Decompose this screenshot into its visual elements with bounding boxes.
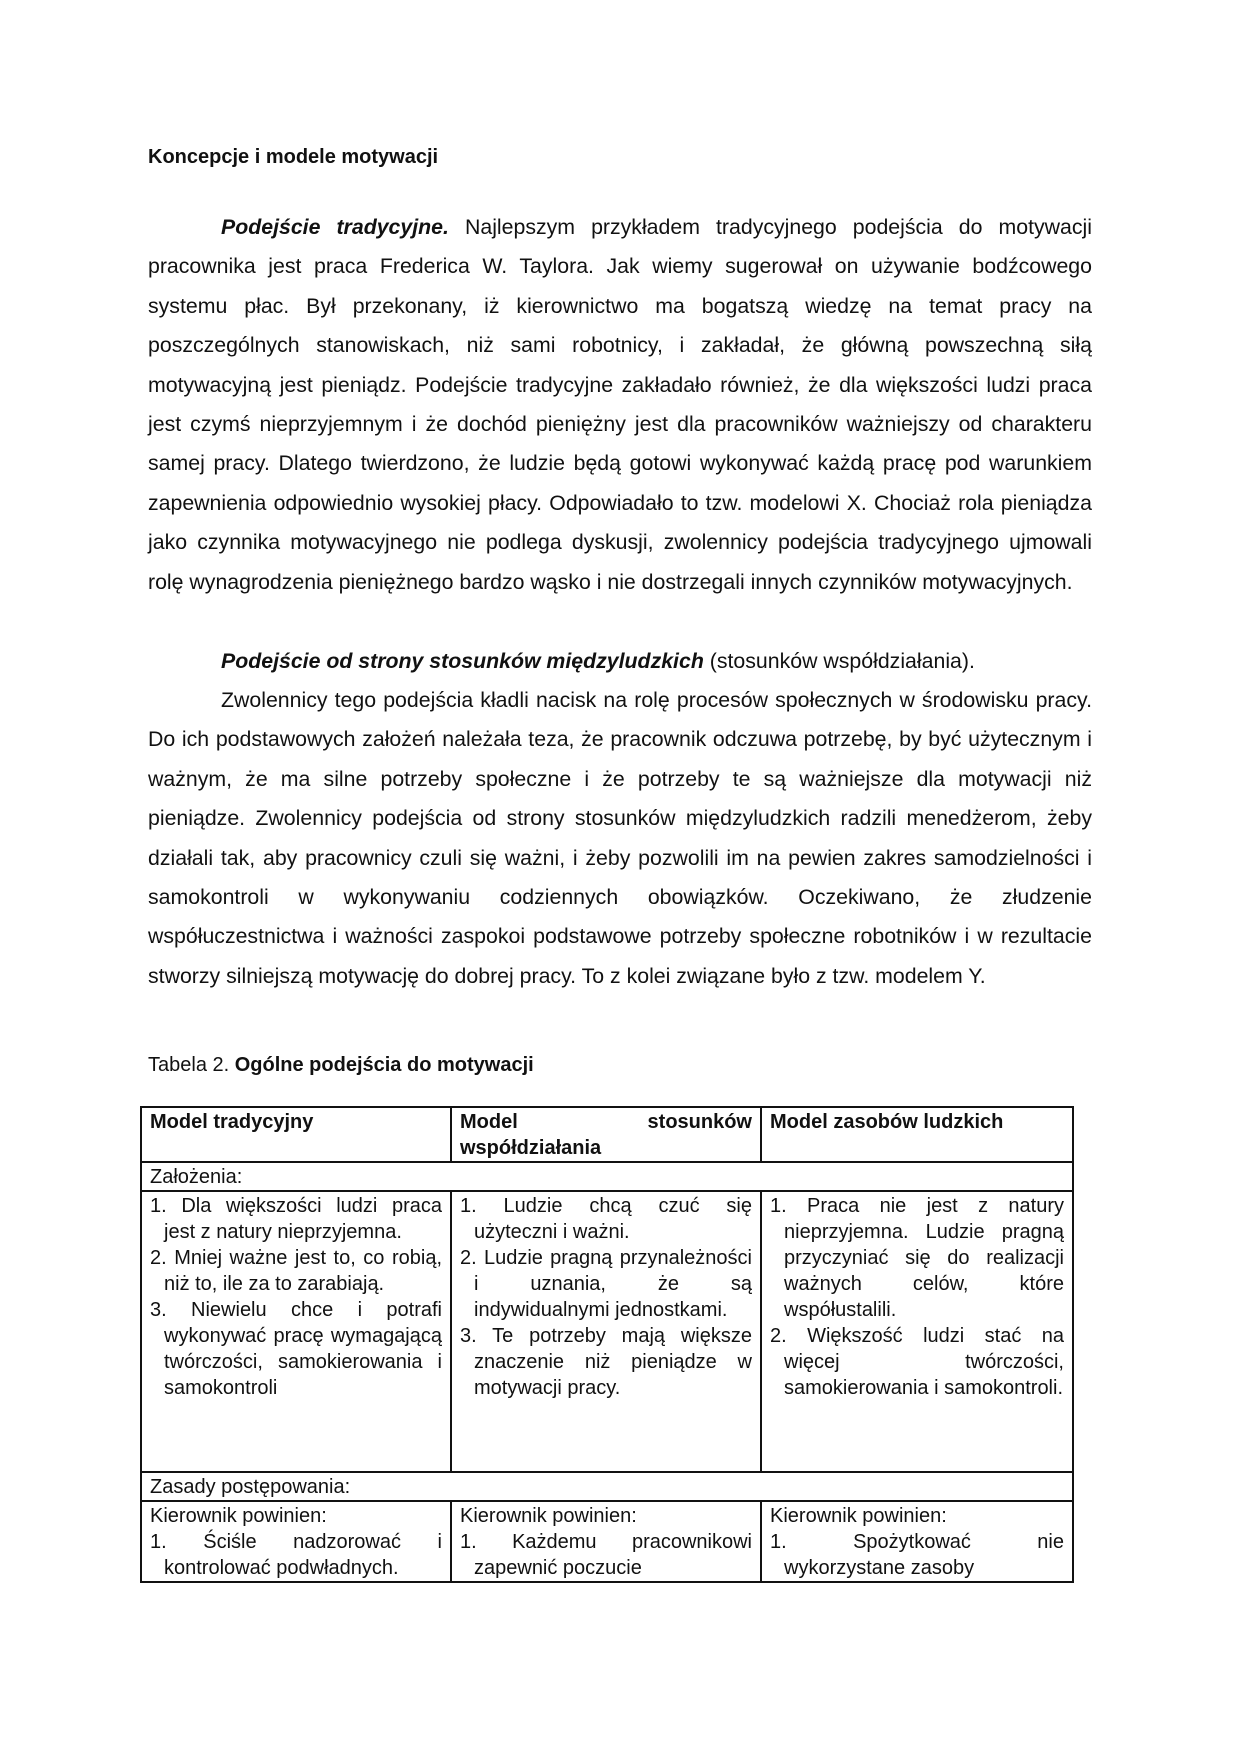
rules-label: Zasady postępowania: [141, 1472, 1073, 1501]
list-item: 2. Ludzie pragną przynależności i uznania, że są indywidualnymi jednostkami. [460, 1247, 752, 1321]
rules-human-resources [761, 1501, 1073, 1582]
rules-traditional [141, 1501, 451, 1582]
assumptions-cooperation [451, 1191, 761, 1472]
paragraph-human-relations-heading [148, 642, 1092, 681]
table-caption-title: Ogólne podejścia do motywacji [234, 1054, 534, 1076]
list-item: 1. Dla większości ludzi praca jest z natury nieprzyjemna. [150, 1195, 442, 1243]
header-human-resources-model: Model zasobów ludzkich [761, 1107, 1073, 1162]
list-item: 1. Każdemu pracownikowi zapewnić poczucie [460, 1531, 752, 1579]
list-item: 3. Te potrzeby mają większe znaczenie niż pieniądze w motywacji pracy. [460, 1325, 752, 1399]
list-item: 2. Mniej ważne jest to, co robią, niż to, ile za to zarabiają. [150, 1247, 442, 1295]
rules-label-row [141, 1472, 1073, 1501]
rules-cooperation [451, 1501, 761, 1582]
motivation-approaches-table [140, 1106, 1074, 1583]
list-item: 2. Większość ludzi stać na więcej twórczości, samokierowania i samokontroli. [770, 1325, 1064, 1399]
list-item: 1. Spożytkować nie wykorzystane zasoby [770, 1531, 1064, 1579]
assumptions-human-resources [761, 1191, 1073, 1472]
header-traditional-model: Model tradycyjny [141, 1107, 451, 1162]
assumptions-label-row [141, 1162, 1073, 1191]
assumptions-traditional [141, 1191, 451, 1472]
list-item: 3. Niewielu chce i potrafi wykonywać pracę wymagającą twórczości, samokierowania i samokontroli [150, 1299, 442, 1399]
table-caption-prefix: Tabela 2. [148, 1054, 235, 1076]
list-item: 1. Praca nie jest z natury nieprzyjemna. Ludzie pragną przyczyniać się do realizacji ważnych celów, które współustalili. [770, 1195, 1064, 1321]
list-item: 1. Ściśle nadzorować i kontrolować podwładnych. [150, 1531, 442, 1579]
rules-human-resources-head: Kierownik powinien: [770, 1505, 947, 1527]
assumptions-row [141, 1191, 1073, 1472]
table-header-row [141, 1107, 1073, 1162]
paragraph-traditional-approach [148, 208, 1092, 602]
traditional-approach-body: Najlepszym przykładem tradycyjnego podejścia do motywacji pracownika jest praca Frederica W. Taylora. Jak wiemy sugerował on używanie bodźcowego systemu płac. Był przekonany, iż kierownictwo ma bogatszą wiedzę na temat pracy na poszczególnych stanowiskach, niż sami robotnicy, i zakładał, że główną powszechną siłą motywacyjną jest pieniądz. Podejście tradycyjne zakładało również, że dla większości ludzi praca jest czymś nieprzyjemnym i że dochód pieniężny jest dla pracowników ważniejszy od charakteru samej pracy. Dlatego twierdzono, że ludzie będą gotowi wykonywać każdą pracę pod warunkiem zapewnienia odpowiednio wysokiej płacy. Odpowiadało to tzw. modelowi X. Chociaż rola pieniądza jako czynnika motywacyjnego nie podlega dyskusji, zwolennicy podejścia tradycyjnego ujmowali rolę wynagrodzenia pieniężnego bardzo wąsko i nie dostrzegali innych czynników motywacyjnych. [148, 215, 1093, 594]
human-relations-note: (stosunków współdziałania). [703, 649, 975, 673]
rules-cooperation-head: Kierownik powinien: [460, 1505, 637, 1527]
table-caption [148, 1054, 534, 1077]
header-cooperation-line1: Model stosunków [460, 1111, 752, 1133]
list-item: 1. Ludzie chcą czuć się użyteczni i ważni. [460, 1195, 752, 1243]
traditional-approach-lead: Podejście tradycyjne. [221, 215, 449, 239]
human-relations-lead: Podejście od strony stosunków międzyludzkich [221, 649, 704, 673]
paragraph-human-relations-body: Zwolennicy tego podejścia kładli nacisk na rolę procesów społecznych w środowisku pracy. Do ich podstawowych założeń należała teza, że pracownik odczuwa potrzebę, by być użytecznym i ważnym, że ma silne potrzeby społeczne i że potrzeby te są ważniejsze dla motywacji niż pieniądze. Zwolennicy podejścia od strony stosunków międzyludzkich radzili menedżerom, żeby działali tak, aby pracownicy czuli się ważni, i żeby pozwolili im na pewien zakres samodzielności i samokontroli w wykonywaniu codziennych obowiązków. Oczekiwano, że złudzenie współuczestnictwa i ważności zaspokoi podstawowe potrzeby społeczne robotników i w rezultacie stworzy silniejszą motywację do dobrej pracy. To z kolei związane było z tzw. modelem Y. [148, 688, 1092, 988]
header-cooperation-model [451, 1107, 761, 1162]
rules-row [141, 1501, 1073, 1582]
header-cooperation-line2: współdziałania [460, 1137, 602, 1159]
assumptions-label: Założenia: [141, 1162, 1073, 1191]
rules-traditional-head: Kierownik powinien: [150, 1505, 327, 1527]
document-title: Koncepcje i modele motywacji [148, 146, 439, 168]
